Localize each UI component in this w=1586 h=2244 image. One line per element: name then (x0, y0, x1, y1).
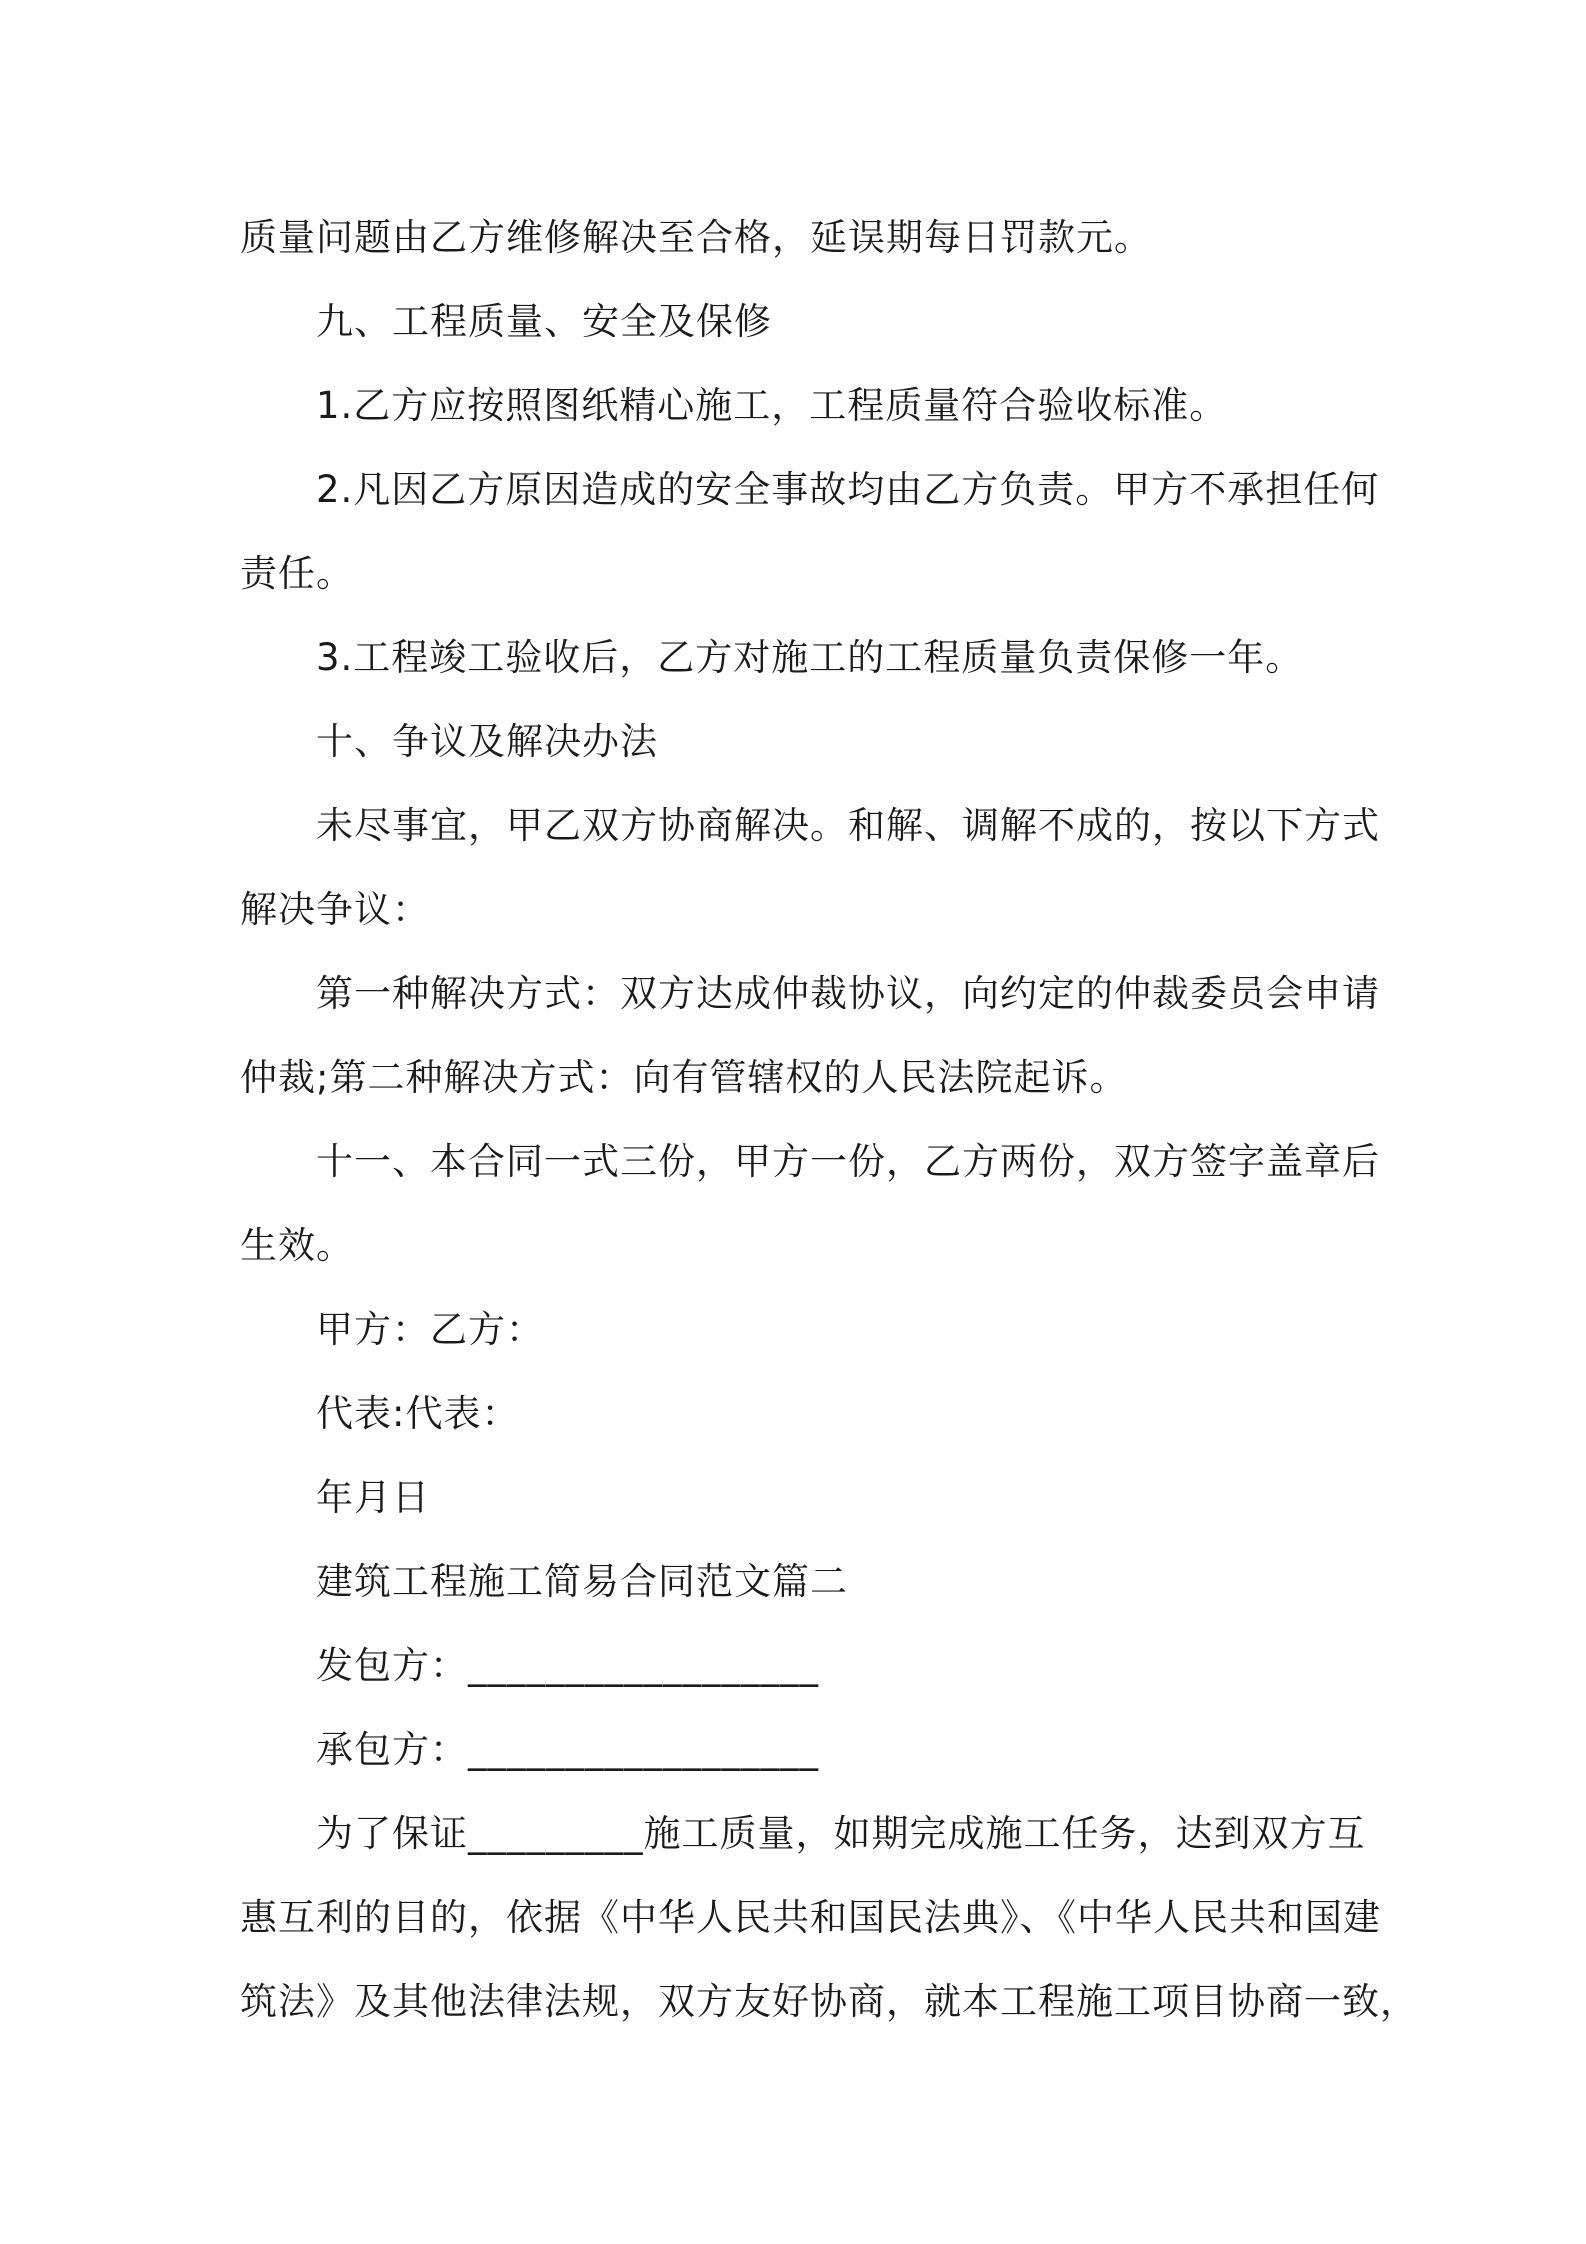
text-line: 惠互利的目的，依据《中华人民共和国民法典》、《中华人民共和国建 (240, 1896, 1381, 1939)
text-line: 解决争议： (240, 888, 430, 931)
text-line: 3.工程竣工验收后，乙方对施工的工程质量负责保修一年。 (316, 636, 1304, 679)
text-line: 生效。 (240, 1224, 354, 1267)
signature-parties: 甲方：乙方： (316, 1308, 544, 1351)
employer-field: 发包方：__________________ (316, 1644, 819, 1687)
text-line: 责任。 (240, 552, 354, 595)
text-line: 质量问题由乙方维修解决至合格，延误期每日罚款元。 (240, 216, 1152, 259)
text-line: 十一、本合同一式三份，甲方一份，乙方两份，双方签字盖章后 (316, 1140, 1380, 1183)
contract-text (240, 196, 1418, 2044)
section-heading-quality-safety: 九、工程质量、安全及保修 (316, 300, 772, 343)
document-subtitle: 建筑工程施工简易合同范文篇二 (316, 1560, 848, 1603)
section-heading-disputes: 十、争议及解决办法 (316, 720, 658, 763)
contractor-field: 承包方：__________________ (316, 1728, 819, 1771)
text-line: 未尽事宜，甲乙双方协商解决。和解、调解不成的，按以下方式 (316, 804, 1380, 847)
text-line: 1.乙方应按照图纸精心施工，工程质量符合验收标准。 (316, 384, 1228, 427)
text-line: 筑法》及其他法律法规，双方友好协商，就本工程施工项目协商一致， (240, 1980, 1418, 2023)
signature-date: 年月日 (316, 1476, 430, 1519)
text-line: 第一种解决方式：双方达成仲裁协议，向约定的仲裁委员会申请 (316, 972, 1380, 1015)
text-line: 2.凡因乙方原因造成的安全事故均由乙方负责。甲方不承担任何 (316, 468, 1380, 511)
text-line: 为了保证_________施工质量，如期完成施工任务，达到双方互 (316, 1812, 1366, 1855)
text-line: 仲裁;第二种解决方式：向有管辖权的人民法院起诉。 (240, 1056, 1128, 1099)
signature-representatives: 代表:代表： (316, 1392, 520, 1435)
